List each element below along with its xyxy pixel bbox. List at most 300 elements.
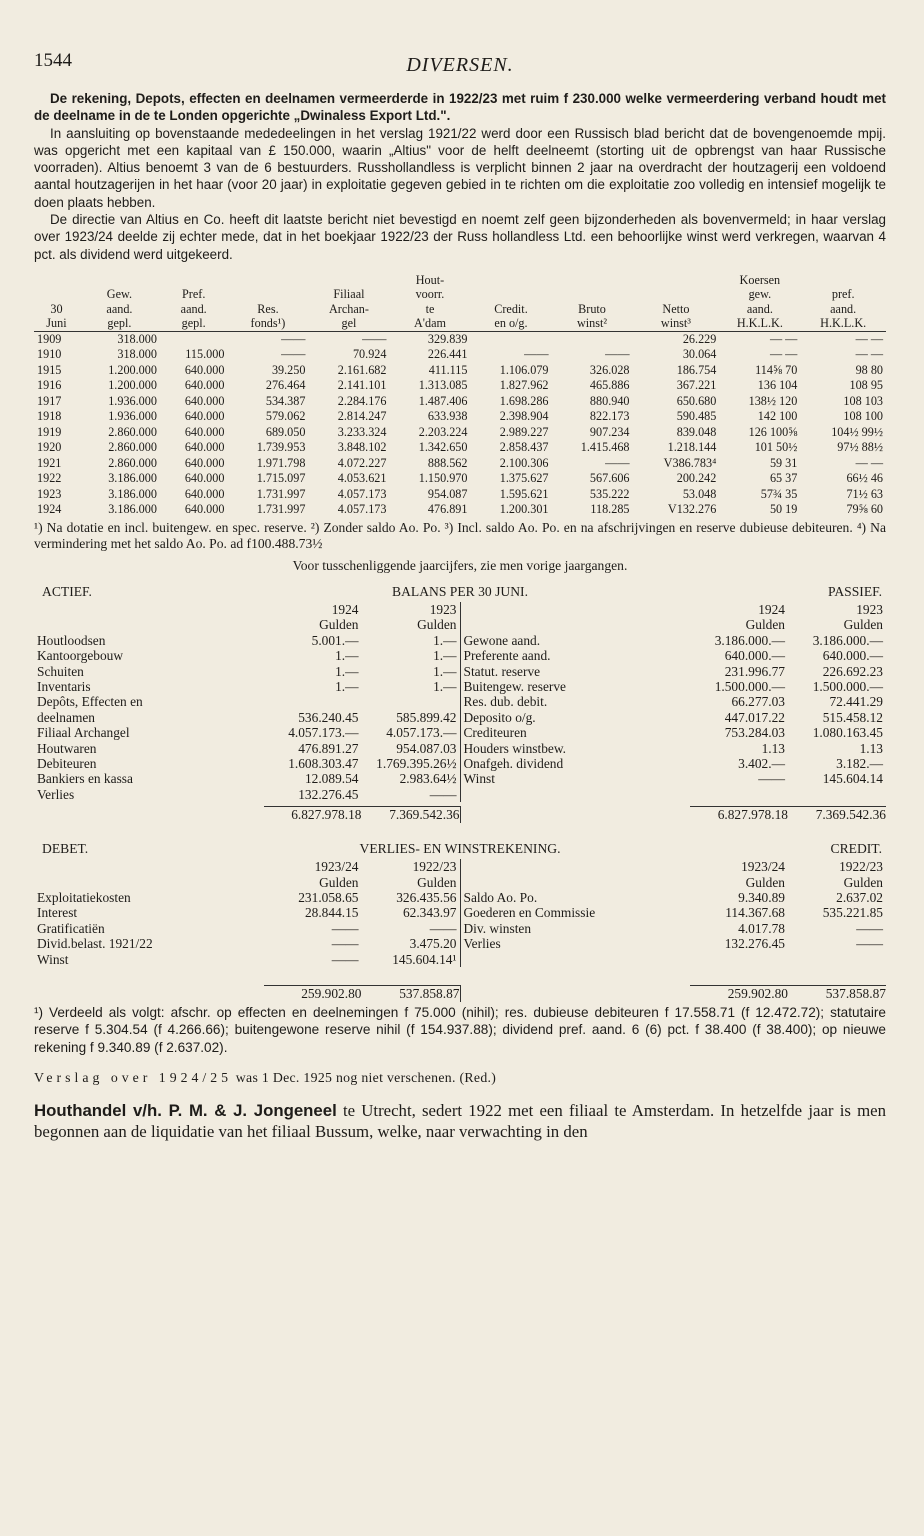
actief-row — [34, 633, 460, 648]
stats-header-cell: Bruto — [578, 301, 606, 316]
table-cell: 138½ 120 — [748, 393, 798, 408]
stats-header-cell: en o/g. — [470, 316, 551, 331]
stats-header-cell: gel — [308, 316, 389, 331]
debet-row — [34, 921, 460, 936]
table-cell — [160, 331, 227, 347]
actief-value-2: 2.983.64½ — [399, 771, 457, 787]
table-cell: 650.680 — [676, 393, 717, 408]
passief-value-2: 3.186.000.— — [812, 632, 883, 648]
passief-label: Buitengew. reserve — [463, 679, 566, 694]
table-row — [34, 331, 886, 347]
debet-unit-1: Gulden — [319, 874, 359, 890]
table-cell: 535.222 — [589, 486, 630, 501]
actief-row — [34, 694, 460, 709]
passief-table — [461, 602, 887, 787]
actief-value-1: 4.057.173.— — [288, 725, 359, 741]
debet-year-2: 1922/23 — [412, 859, 457, 875]
actief-row — [34, 679, 460, 694]
table-cell: 1.731.997 — [256, 486, 306, 501]
debet-value-1: —— — [331, 920, 359, 936]
intro-paragraph-3: De directie van Altius en Co. heeft dit laatste bericht niet bevestigd en noemt zelf geen bijzonderheden als bovenvermeld; in haar verslag over 1923/24 deelde zij echter mede, dat in het boekjaar 1922/23 der Russ hollandless Ltd. een behoorlijke winst werd verkregen, waarvan 4 pct. als dividend werd uitgekeerd. — [34, 212, 886, 262]
table-cell: 1.200.000 — [108, 378, 157, 393]
table-cell: 115.000 — [185, 347, 225, 362]
page-number: 1544 — [34, 50, 72, 71]
actief-value-1: 132.276.45 — [298, 786, 359, 802]
debet-value-1: 231.058.65 — [298, 890, 359, 906]
actief-value-1: 1.608.303.47 — [288, 756, 359, 772]
stats-header-cell: Archan- — [328, 301, 369, 316]
debet-label: Interest — [37, 905, 78, 921]
table-cell: 3.186.000 — [108, 502, 157, 517]
passief-value-1: 231.996.77 — [724, 663, 785, 679]
statistics-note: Voor tusschenliggende jaarcijfers, zie men vorige jaargangen. — [292, 557, 628, 573]
stats-header-cell — [227, 287, 308, 302]
table-cell: 1910 — [37, 347, 62, 362]
table-cell: 2.141.101 — [337, 378, 387, 393]
table-cell: 1.342.650 — [418, 440, 468, 455]
debet-row — [34, 952, 460, 967]
debet-row — [34, 905, 460, 920]
pl-sheet — [34, 859, 886, 967]
table-cell: 66½ 46 — [846, 471, 883, 486]
table-cell: —— — [524, 347, 549, 362]
passief-label: Gewone aand. — [463, 632, 541, 648]
passief-value-1: 1.13 — [761, 740, 785, 756]
passief-label: Houders winstbew. — [463, 740, 567, 756]
statistics-table — [34, 273, 886, 518]
table-cell: 1919 — [37, 424, 62, 439]
stats-header-cell: A'dam — [389, 316, 470, 331]
table-cell: 59 31 — [769, 455, 798, 470]
stats-header-cell: Koersen — [739, 272, 781, 287]
stats-header-cell: aand. — [746, 301, 773, 316]
table-cell: 2.284.176 — [337, 393, 387, 408]
table-cell: 71½ 63 — [846, 486, 883, 501]
stats-header-cell — [160, 273, 227, 288]
balance-passief-column — [461, 602, 887, 802]
table-cell: 411.115 — [428, 362, 468, 377]
actief-value-1: 5.001.— — [311, 632, 359, 648]
table-cell: — — — [855, 455, 883, 470]
actief-label: deelnamen — [37, 709, 95, 725]
debet-value-2: —— — [429, 920, 457, 936]
table-cell: 640.000 — [184, 409, 225, 424]
stats-header-cell: winst² — [552, 316, 633, 331]
table-cell: 318.000 — [117, 331, 157, 346]
table-cell: 4.057.173 — [337, 486, 387, 501]
actief-label: Houtwaren — [37, 740, 97, 756]
passief-value-2: 226.692.23 — [822, 663, 883, 679]
table-cell: 79⅝ 60 — [846, 502, 883, 517]
balance-sheet — [34, 602, 886, 802]
table-cell: 39.250 — [271, 362, 306, 377]
table-cell: 465.886 — [589, 378, 630, 393]
passief-value-2: 1.080.163.45 — [812, 725, 883, 741]
stats-header-cell: voorr. — [415, 287, 445, 302]
table-row — [34, 440, 886, 456]
table-cell: 534.387 — [265, 393, 306, 408]
stats-header-cell: Gew. — [106, 287, 133, 302]
passief-value-1: 66.277.03 — [731, 694, 785, 710]
pl-header — [34, 841, 886, 859]
passief-unit-1: Gulden — [745, 617, 785, 633]
stats-header-cell: winst³ — [633, 316, 720, 331]
debet-row — [34, 936, 460, 951]
table-cell: 1.971.798 — [256, 455, 306, 470]
table-cell: 1.698.286 — [499, 393, 549, 408]
pl-credit-column — [461, 859, 887, 967]
credit-value-2: —— — [856, 936, 883, 952]
running-title: DIVERSEN. — [406, 54, 514, 76]
table-cell: 640.000 — [184, 378, 225, 393]
company-name: Houthandel v/h. P. M. & J. Jongeneel — [34, 1100, 337, 1120]
actief-value-2: 1.— — [433, 663, 457, 679]
statistics-table-header — [34, 273, 886, 332]
stats-header-cell: aand. — [106, 301, 133, 316]
stats-header-cell — [227, 273, 308, 288]
table-cell: 1.715.097 — [256, 471, 306, 486]
passief-row — [461, 756, 887, 771]
passief-label: Onafgeh. dividend — [463, 756, 564, 772]
actief-label: Bankiers en kassa — [37, 771, 133, 787]
credit-value-1: 132.276.45 — [724, 936, 785, 952]
table-cell: 640.000 — [184, 486, 225, 501]
debet-value-1: 28.844.15 — [304, 905, 359, 921]
actief-value-2: 1.769.395.26½ — [376, 756, 457, 772]
actief-table — [34, 602, 460, 802]
table-cell: 1915 — [37, 362, 62, 377]
stats-header-cell — [552, 287, 633, 302]
actief-label: Houtloodsen — [37, 632, 106, 648]
stats-header-cell: H.K.L.K. — [800, 316, 886, 331]
stats-header-cell: aand. — [830, 301, 857, 316]
table-cell: 1.731.997 — [256, 502, 306, 517]
pl-total-left-2: 537.858.87 — [362, 985, 460, 1002]
credit-year-2: 1922/23 — [839, 859, 883, 875]
table-cell: 318.000 — [117, 347, 157, 362]
table-cell: 2.860.000 — [108, 440, 157, 455]
table-cell: 640.000 — [184, 471, 225, 486]
stats-header-cell: gepl. — [160, 316, 227, 331]
debet-label: Divid.belast. 1921/22 — [37, 936, 153, 952]
debet-label: Exploitatiekosten — [37, 890, 131, 906]
actief-row — [34, 725, 460, 740]
table-cell: 1909 — [37, 331, 62, 346]
table-cell: 689.050 — [265, 424, 306, 439]
page-header — [34, 50, 886, 90]
actief-value-2: 954.087.03 — [396, 740, 457, 756]
table-cell: 2.858.437 — [499, 440, 549, 455]
table-cell: —— — [362, 331, 387, 346]
pl-total-left-1: 259.902.80 — [264, 985, 362, 1002]
table-cell: 1918 — [37, 409, 62, 424]
stats-header-row — [34, 302, 886, 317]
table-cell: 1.200.301 — [499, 502, 549, 517]
balance-total-left-2: 7.369.542.36 — [362, 806, 460, 823]
credit-label: Verlies — [463, 936, 501, 952]
table-cell: 579.062 — [265, 409, 306, 424]
stats-header-cell — [34, 287, 79, 302]
verslag-note-spaced: Verslag over 1924/25 — [34, 1069, 233, 1085]
table-cell: 26.229 — [682, 331, 717, 346]
passief-label: Winst — [463, 771, 495, 787]
actief-label: Depôts, Effecten en — [37, 694, 143, 710]
table-cell: 50 19 — [769, 502, 798, 517]
table-cell: 476.891 — [427, 502, 468, 517]
debet-label: Winst — [37, 951, 69, 967]
table-cell: 108 95 — [849, 378, 883, 393]
table-cell: 640.000 — [184, 502, 225, 517]
credit-label: Saldo Ao. Po. — [463, 890, 538, 906]
stats-header-cell — [470, 273, 551, 288]
credit-value-2: 535.221.85 — [822, 905, 883, 921]
credit-table — [461, 859, 887, 951]
table-cell: 108 103 — [843, 393, 883, 408]
passief-row — [461, 664, 887, 679]
actief-row — [34, 741, 460, 756]
passief-value-1: 447.017.22 — [724, 709, 785, 725]
table-cell: V132.276 — [667, 502, 717, 517]
table-cell: 1917 — [37, 393, 62, 408]
actief-row — [34, 648, 460, 663]
table-cell: 2.860.000 — [108, 455, 157, 470]
table-cell: 954.087 — [427, 486, 468, 501]
pl-total-right-2: 537.858.87 — [788, 985, 886, 1002]
table-cell: 186.754 — [676, 362, 717, 377]
table-cell: 118.285 — [590, 502, 630, 517]
table-cell: 1.415.468 — [580, 440, 630, 455]
table-cell: 2.814.247 — [337, 409, 387, 424]
table-cell: 97½ 88½ — [837, 440, 883, 455]
table-cell: — — — [769, 331, 798, 346]
credit-row — [461, 921, 887, 936]
passief-row — [461, 741, 887, 756]
credit-value-1: 9.340.89 — [738, 890, 785, 906]
table-cell: 3.848.102 — [337, 440, 387, 455]
actief-label: Schuiten — [37, 663, 84, 679]
table-cell: 65 37 — [769, 471, 798, 486]
stats-header-cell — [79, 273, 160, 288]
stats-header-cell — [800, 273, 886, 288]
actief-label: Inventaris — [37, 679, 91, 694]
table-cell: 126 100⅝ — [748, 424, 798, 439]
passief-value-1: 753.284.03 — [724, 725, 785, 741]
debet-value-1: —— — [331, 951, 359, 967]
debet-value-2: 62.343.97 — [402, 905, 457, 921]
table-row — [34, 456, 886, 472]
stats-header-cell — [552, 273, 633, 288]
table-row — [34, 347, 886, 363]
balance-total-right-1: 6.827.978.18 — [690, 806, 788, 823]
pl-right-title: CREDIT. — [830, 841, 882, 857]
actief-value-2: 4.057.173.— — [386, 725, 457, 741]
table-cell: 4.057.173 — [337, 502, 387, 517]
table-cell: 30.064 — [682, 347, 717, 362]
stats-header-row — [34, 273, 886, 288]
table-row — [34, 394, 886, 410]
table-row — [34, 363, 886, 379]
statistics-footnote: ¹) Na dotatie en incl. buitengew. en spec. reserve. ²) Zonder saldo Ao. Po. ³) Incl. saldo Ao. Po. en na afschrijvingen en reserve dubieuse debiteuren. ⁴) Na vermindering met het saldo Ao. Po. ad f100.488.73½ — [34, 519, 886, 551]
table-cell: 1.375.627 — [499, 471, 549, 486]
table-cell: 2.203.224 — [418, 424, 468, 439]
stats-header-cell: te — [425, 301, 435, 316]
credit-label: Div. winsten — [463, 920, 532, 936]
passief-value-2: 1.13 — [859, 740, 883, 756]
stats-header-cell: Netto — [662, 301, 690, 316]
actief-value-1: 1.— — [335, 679, 359, 694]
stats-header-cell — [34, 273, 79, 288]
debet-value-2: 145.604.14¹ — [392, 951, 457, 967]
passief-row — [461, 725, 887, 740]
table-cell: — — — [855, 347, 883, 362]
passief-value-2: 145.604.14 — [822, 771, 883, 787]
table-cell: 633.938 — [427, 409, 468, 424]
stats-header-cell: 30 — [50, 301, 63, 316]
table-cell: 640.000 — [184, 424, 225, 439]
pl-totals — [34, 985, 886, 1002]
stats-header-cell — [470, 287, 551, 302]
table-cell — [552, 331, 633, 347]
debet-unit-2: Gulden — [417, 874, 457, 890]
table-cell: 226.441 — [427, 347, 468, 362]
debet-row — [34, 890, 460, 905]
table-cell: 640.000 — [184, 362, 225, 377]
statistics-table-body — [34, 331, 886, 518]
table-cell: 1.827.962 — [499, 378, 549, 393]
table-cell: 104½ 99½ — [831, 424, 883, 439]
credit-year-1: 1923/24 — [741, 859, 785, 875]
table-cell: 839.048 — [676, 424, 717, 439]
table-cell: 1921 — [37, 455, 62, 470]
table-cell — [470, 331, 551, 347]
actief-value-1 — [264, 694, 362, 709]
actief-label: Kantoorgebouw — [37, 648, 124, 664]
company-entry — [34, 1100, 886, 1142]
debet-table — [34, 859, 460, 967]
stats-header-row — [34, 316, 886, 331]
passief-unit-2: Gulden — [843, 617, 883, 633]
table-cell: — — — [769, 347, 798, 362]
table-cell: 1.595.621 — [499, 486, 549, 501]
actief-year-2: 1923 — [429, 601, 457, 617]
table-cell: 1.739.953 — [256, 440, 306, 455]
actief-year-1: 1924 — [331, 601, 359, 617]
pl-footnote: ¹) Verdeeld als volgt: afschr. op effecten en deelnemingen f 75.000 (nihil); res. dubieuse debiteuren f 17.558.71 (f 12.472.72); statutaire reserve f 5.304.54 (f 4.266.66); buitengewone reserve nihil (f 154.937.88); dividend pref. aand. 6 (6) pct. f 38.400 (f 38.400); op nieuwe rekening f 9.340.89 (f 2.637.02). — [34, 1005, 886, 1055]
intro-paragraph-2: In aansluiting op bovenstaande mededeelingen in het verslag 1921/22 werd door een Russisch blad bericht dat de bovengenoemde mpij. was opgericht met een kapitaal van £ 150.000, waarin „Altius" voor de helft deelneemt (storting uit de opbrengst van haar Russische voorraden). Altius benoemt 3 van de 6 bestuurders. Russhollandless is verplicht binnen 2 jaar na overdracht der houtzagerij een voldoend aantal houtzagerijen in het haar (voor 20 jaar) in exploitatie gegeven gebied in te richten om die exploitatie zoo volledig en intensief mogelijk te doen plaats hebben. — [34, 125, 886, 210]
stats-header-cell — [308, 273, 389, 288]
passief-label: Statut. reserve — [463, 663, 541, 679]
table-cell: 98 80 — [855, 362, 883, 377]
table-cell: 2.398.904 — [499, 409, 549, 424]
credit-value-1: 4.017.78 — [738, 920, 785, 936]
table-row — [34, 409, 886, 425]
passief-row — [461, 648, 887, 663]
passief-value-1: 3.402.— — [738, 756, 785, 772]
table-cell: 326.028 — [589, 362, 630, 377]
credit-label: Goederen en Commissie — [463, 905, 596, 921]
actief-value-1: 476.891.27 — [298, 740, 359, 756]
table-cell: 108 100 — [843, 409, 883, 424]
passief-value-2: 3.182.— — [836, 756, 883, 772]
table-cell: 329.839 — [427, 331, 468, 346]
actief-value-1: 12.089.54 — [304, 771, 359, 787]
table-cell: 3.186.000 — [108, 471, 157, 486]
table-cell: 1.200.000 — [108, 362, 157, 377]
table-cell: 1.150.970 — [418, 471, 468, 486]
actief-value-2: 1.— — [433, 679, 457, 694]
actief-label: Verlies — [37, 786, 75, 802]
document-page — [34, 50, 886, 1142]
table-cell: 1.936.000 — [108, 409, 157, 424]
stats-header-cell: gepl. — [79, 316, 160, 331]
table-cell: 907.234 — [589, 424, 630, 439]
table-cell: 822.173 — [589, 409, 630, 424]
stats-header-cell — [633, 287, 720, 302]
passief-value-1: 1.500.000.— — [714, 679, 785, 694]
stats-header-cell: Credit. — [494, 301, 528, 316]
table-cell: —— — [605, 455, 630, 470]
stats-header-cell: H.K.L.K. — [719, 316, 800, 331]
actief-row — [34, 771, 460, 786]
table-cell: — — — [855, 331, 883, 346]
credit-unit-2: Gulden — [843, 874, 883, 890]
actief-label: Debiteuren — [37, 756, 97, 772]
actief-value-2 — [362, 694, 460, 709]
table-cell: 2.100.306 — [499, 455, 549, 470]
actief-row — [34, 787, 460, 802]
table-cell: 1.487.406 — [418, 393, 468, 408]
table-cell: 640.000 — [184, 393, 225, 408]
debet-value-2: 3.475.20 — [409, 936, 457, 952]
table-cell: 1922 — [37, 471, 62, 486]
table-cell: 1916 — [37, 378, 62, 393]
passief-value-1: 3.186.000.— — [714, 632, 785, 648]
balance-actief-column — [34, 602, 461, 802]
credit-unit-1: Gulden — [745, 874, 785, 890]
stats-header-cell: pref. — [831, 287, 855, 302]
table-cell: 57¾ 35 — [760, 486, 798, 501]
stats-header-cell: Juni — [34, 316, 79, 331]
actief-value-2: 1.— — [433, 632, 457, 648]
pl-title: VERLIES- EN WINSTREKENING. — [359, 841, 561, 857]
table-row — [34, 471, 886, 487]
actief-value-2: 1.— — [433, 648, 457, 664]
actief-row — [34, 664, 460, 679]
table-cell: 200.242 — [676, 471, 717, 486]
actief-row — [34, 756, 460, 771]
table-row — [34, 425, 886, 441]
table-cell: 276.464 — [265, 378, 306, 393]
balance-total-left-1: 6.827.978.18 — [264, 806, 362, 823]
debet-year-1: 1923/24 — [314, 859, 359, 875]
balance-header — [34, 584, 886, 602]
actief-label: Filiaal Archangel — [37, 725, 130, 741]
stats-header-cell: gew. — [748, 287, 772, 302]
table-cell: —— — [605, 347, 630, 362]
actief-value-1: 536.240.45 — [298, 709, 359, 725]
credit-row — [461, 905, 887, 920]
table-cell: 4.072.227 — [337, 455, 387, 470]
actief-value-1: 1.— — [335, 648, 359, 664]
table-cell: 367.221 — [676, 378, 717, 393]
table-cell: 4.053.621 — [337, 471, 387, 486]
table-cell: 3.233.324 — [337, 424, 387, 439]
table-cell: 1.106.079 — [499, 362, 549, 377]
debet-value-2: 326.435.56 — [396, 890, 457, 906]
passief-label: Preferente aand. — [463, 648, 551, 664]
passief-label: Deposito o/g. — [463, 709, 536, 725]
table-cell: 880.940 — [589, 393, 630, 408]
